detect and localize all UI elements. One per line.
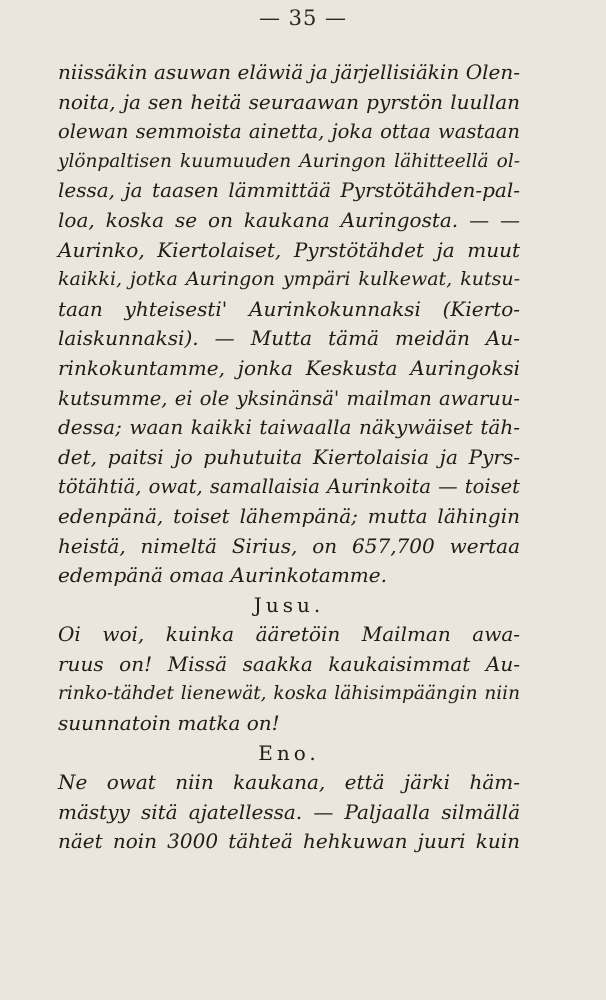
text-line: noita, ja sen heitä seuraawan pyrstön luullan [58,89,520,114]
text-line: dessa; waan kaikki taiwaalla näkywäiset täh- [58,415,520,440]
text-line: lessa, ja taasen lämmittää Pyrstötähden-pal- [58,178,520,203]
text-line: Ne owat niin kaukana, että järki häm- [58,770,520,795]
text-line: Oi woi, kuinka ääretöin Mailman awa- [58,622,520,647]
text-line: taan yhteisesti' Aurinkokunnaksi (Kierto- [58,296,520,321]
text-line: laiskunnaksi). — Mutta tämä meidän Au- [58,326,520,351]
speaker-heading-eno: Eno. [258,740,320,765]
paragraph-3 [58,768,520,857]
page-text [58,58,520,857]
text-line: rinkokuntamme, jonka Keskusta Auringoksi [58,355,520,380]
text-line: kutsumme, ei ole yksinänsä' mailman awaruu- [58,386,520,410]
text-line: mästyy sitä ajatellessa. — Paljaalla silmällä [58,799,520,824]
text-line: Aurinko, Kiertolaiset, Pyrstötähdet ja muut [58,237,520,262]
text-line: edenpänä, toiset lähempänä; mutta lähingin [58,503,520,528]
text-line: kaikki, jotka Auringon ympäri kulkewat, kutsu- [58,268,520,291]
text-line: edempänä omaa Aurinkotamme. [58,563,387,588]
text-line: tötähtiä, owat, samallaisia Aurinkoita — toiset [58,475,520,499]
page-number: — 35 — [258,6,348,30]
paragraph-1 [58,58,520,591]
text-line: niissäkin asuwan eläwiä ja järjellisiäkin Olen- [58,60,520,84]
text-line: ylönpaltisen kuumuuden Auringon lähitteellä ol- [58,150,520,172]
speaker-heading-jusu: Jusu. [253,592,325,617]
text-line: heistä, nimeltä Sirius, on 657,700 wertaa [58,533,520,558]
text-line: ruus on! Missä saakka kaukaisimmat Au- [58,651,520,676]
text-line: näet noin 3000 tähteä hehkuwan juuri kuin [58,829,520,854]
text-line: olewan semmoista ainetta, joka ottaa wastaan [58,120,520,144]
text-line: suunnatoin matka on! [58,711,280,736]
text-line: rinko-tähdet lienewät, koska lähisimpäängin niin [58,683,520,705]
paragraph-2 [58,620,520,738]
text-line: loa, koska se on kaukana Auringosta. — — [58,207,520,232]
text-line: det, paitsi jo puhutuita Kiertolaisia ja Pyrs- [58,444,520,469]
